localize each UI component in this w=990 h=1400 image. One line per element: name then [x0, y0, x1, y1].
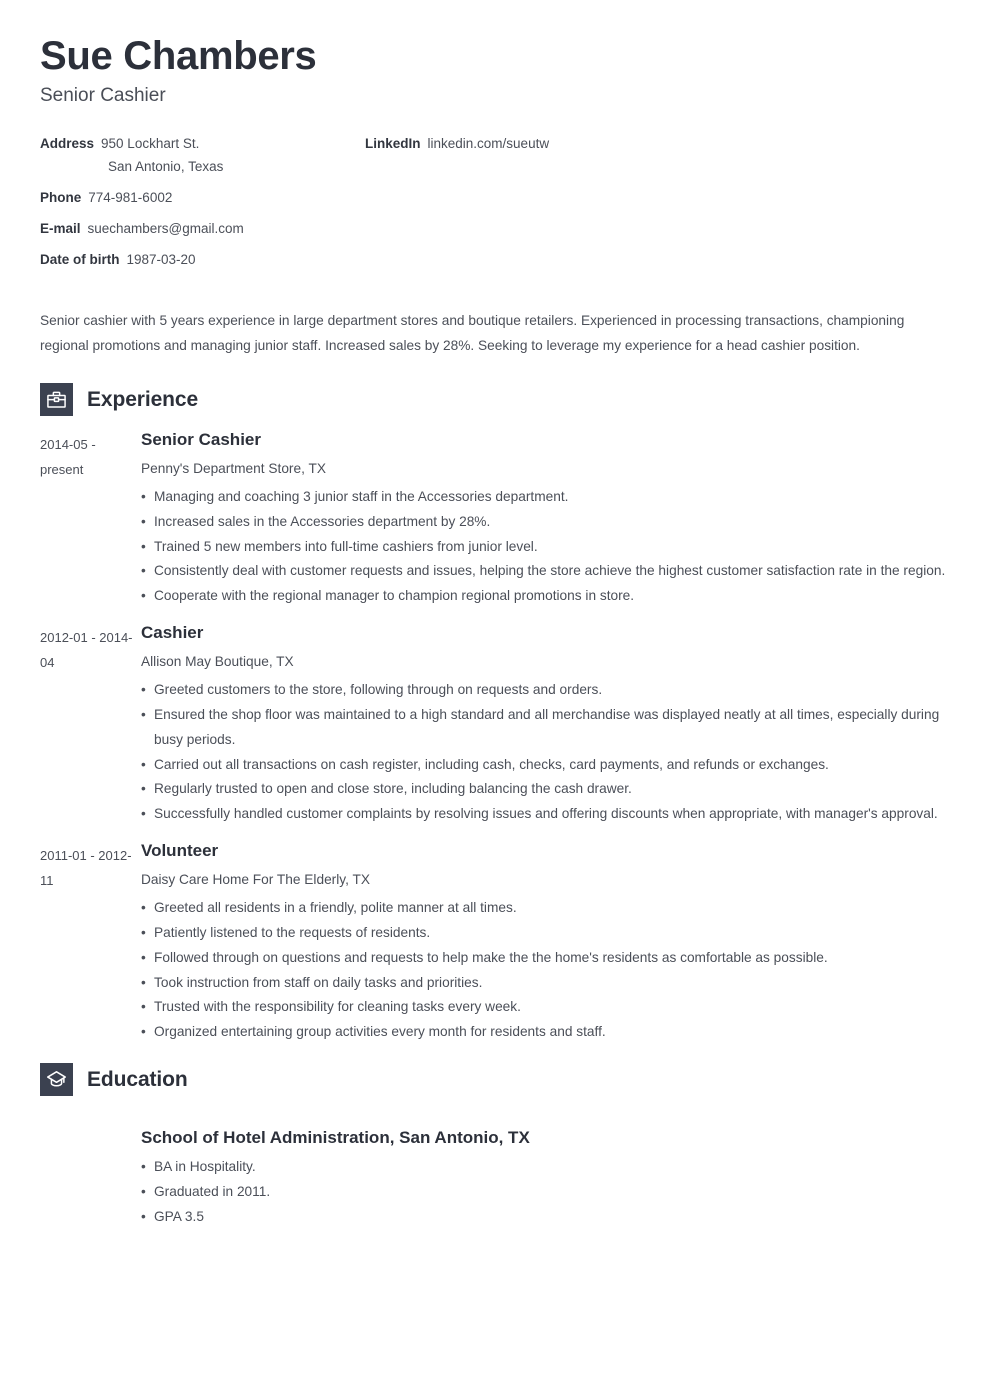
entry-bullet: • Organized entertaining group activities every month for residents and staff. [141, 1020, 950, 1045]
entry-bullet-list [141, 485, 950, 610]
entry-bullet: • Trusted with the responsibility for cleaning tasks every week. [141, 995, 950, 1020]
entry-role: Volunteer [141, 841, 219, 861]
entry-bullet: • Cooperate with the regional manager to champion regional promotions in store. [141, 584, 950, 609]
section-title-education: Education [87, 1067, 188, 1091]
entry-body [141, 430, 950, 609]
address-line2: San Antonio, Texas [108, 158, 224, 174]
entry-bullet: • Patiently listened to the requests of residents. [141, 921, 950, 946]
entry-organization: Daisy Care Home For The Elderly, TX [141, 871, 370, 887]
entry-dates: 2011-01 - 2012-11 [40, 848, 132, 889]
entry-role: Senior Cashier [141, 430, 261, 450]
entry-bullet: • Managing and coaching 3 junior staff in the Accessories department. [141, 485, 950, 510]
entry-body [141, 623, 950, 827]
contact-row-dob [40, 252, 365, 267]
entry-bullet-list [141, 678, 950, 828]
entry-bullet: • Ensured the shop floor was maintained to a high standard and all merchandise was displayed neatly at all times, especially during busy periods. [141, 703, 950, 753]
linkedin-value[interactable]: linkedin.com/sueutw [427, 135, 550, 151]
entry-body [141, 841, 950, 1045]
entry-bullet: • Graduated in 2011. [141, 1180, 950, 1205]
contact-column-left [40, 136, 365, 268]
candidate-job-title: Senior Cashier [40, 84, 166, 106]
candidate-name: Sue Chambers [40, 34, 317, 78]
education-entries [40, 1128, 950, 1229]
contact-row-linkedin [365, 136, 549, 151]
contact-row-phone [40, 190, 365, 205]
education-school: School of Hotel Administration, San Antonio, TX [141, 1128, 530, 1148]
entry-bullet: • Took instruction from staff on daily tasks and priorities. [141, 971, 950, 996]
entry-bullet: • Consistently deal with customer requests and issues, helping the store achieve the highest customer satisfaction rate in the region. [141, 559, 950, 584]
briefcase-icon [40, 383, 73, 416]
professional-summary: Senior cashier with 5 years experience in large department stores and boutique retailers. Experienced in processing transactions, championing regional promotions and managing junior staff. Increased sales by 28%. Seeking to leverage my experience for a head cashier position. [40, 313, 905, 354]
entry-bullet-list [141, 896, 950, 1046]
address-line1: 950 Lockhart St. [101, 135, 200, 151]
entry-body [141, 1128, 950, 1229]
contact-row-email [40, 221, 365, 236]
date-of-birth-label: Date of birth [40, 252, 120, 268]
education-entry [40, 1128, 950, 1229]
entry-bullet: • Trained 5 new members into full-time cashiers from junior level. [141, 535, 950, 560]
experience-entry [40, 841, 950, 1045]
contact-row-address [40, 136, 365, 151]
graduation-cap-icon [40, 1063, 73, 1096]
date-of-birth-value: 1987-03-20 [126, 252, 196, 268]
entry-role: Cashier [141, 623, 204, 643]
email-label: E-mail [40, 221, 81, 237]
section-header-education [40, 1063, 950, 1096]
section-title-experience: Experience [87, 387, 199, 411]
entry-organization: Penny's Department Store, TX [141, 460, 326, 476]
phone-value[interactable]: 774-981-6002 [88, 190, 173, 206]
contact-column-right [365, 136, 549, 268]
experience-entry [40, 623, 950, 827]
entry-bullet: • Successfully handled customer complaints by resolving issues and offering discounts when appropriate, with manager's approval. [141, 802, 950, 827]
address-block [40, 136, 365, 191]
phone-label: Phone [40, 190, 82, 206]
entry-bullet: • Regularly trusted to open and close store, including balancing the cash drawer. [141, 777, 950, 802]
entry-bullet: • Increased sales in the Accessories department by 28%. [141, 510, 950, 535]
entry-bullet-list [141, 1155, 950, 1230]
education-spacer [40, 1110, 950, 1128]
entry-organization: Allison May Boutique, TX [141, 653, 294, 669]
entry-dates: 2014-05 - present [40, 437, 96, 478]
experience-entry [40, 430, 950, 609]
entry-bullet: • GPA 3.5 [141, 1205, 950, 1230]
section-header-experience [40, 383, 950, 416]
entry-bullet: • Greeted all residents in a friendly, polite manner at all times. [141, 896, 950, 921]
entry-bullet: • BA in Hospitality. [141, 1155, 950, 1180]
entry-bullet: • Followed through on questions and requests to help make the the home's residents as comfortable as possible. [141, 946, 950, 971]
email-value[interactable]: suechambers@gmail.com [87, 221, 244, 237]
entry-dates: 2012-01 - 2014-04 [40, 630, 133, 671]
contact-details [40, 136, 950, 268]
experience-entries [40, 430, 950, 1045]
linkedin-label: LinkedIn [365, 135, 421, 151]
entry-bullet: • Greeted customers to the store, following through on requests and orders. [141, 678, 950, 703]
entry-bullet: • Carried out all transactions on cash register, including cash, checks, card payments, and refunds or exchanges. [141, 753, 950, 778]
address-label: Address [40, 135, 95, 151]
